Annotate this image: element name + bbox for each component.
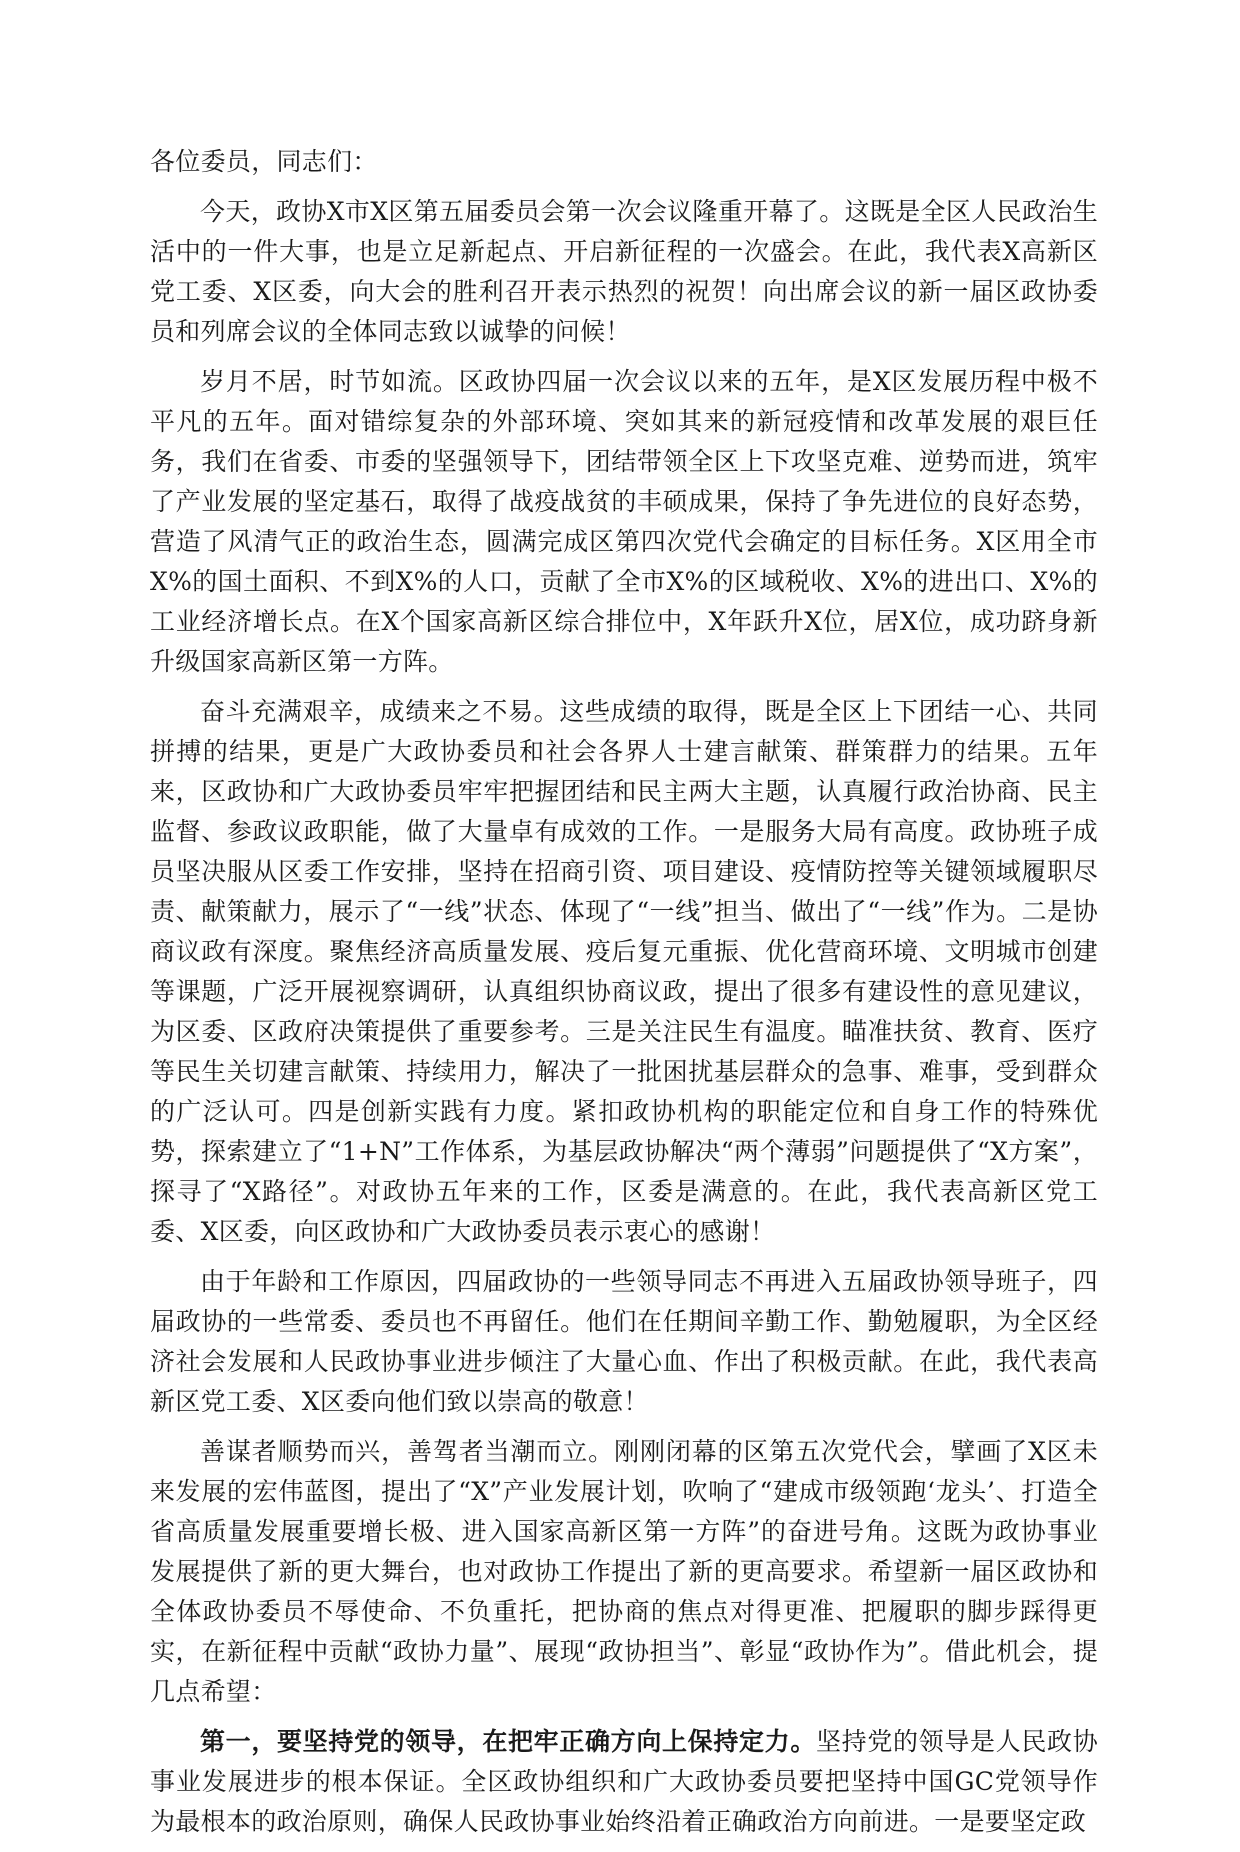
- paragraph-achievements: 岁月不居，时节如流。区政协四届一次会议以来的五年，是X区发展历程中极不平凡的五年。面对错综复杂的外部环境、突如其来的新冠疫情和改革发展的艰巨任务，我们在省委、市委的坚强领导下，团结带领全区上下攻坚克难、逆势而进，筑牢了产业发展的坚定基石，取得了战疫战贫的丰硕成果，保持了争先进位的良好态势，营造了风清气正的政治生态，圆满完成区第四次党代会确定的目标任务。X区用全市X%的国土面积、不到X%的人口，贡献了全市X%的区域税收、X%的进出口、X%的工业经济增长点。在X个国家高新区综合排位中，X年跃升X位，居X位，成功跻身新升级国家高新区第一方阵。: [150, 367, 1098, 676]
- paragraph-first-point: [150, 1722, 1098, 1842]
- paragraph-hopes: 善谋者顺势而兴，善驾者当潮而立。刚刚闭幕的区第五次党代会，擘画了X区未来发展的宏伟蓝图，提出了“X”产业发展计划，吹响了“建成市级领跑‘龙头’、打造全省高质量发展重要增长极、进入国家高新区第一方阵”的奋进号角。这既为政协事业发展提供了新的更大舞台，也对政协工作提出了新的更高要求。希望新一届区政协和全体政协委员不辱使命、不负重托，把协商的焦点对得更准、把履职的脚步踩得更实，在新征程中贡献“政协力量”、展现“政协担当”、彰显“政协作为”。借此机会，提几点希望：: [150, 1437, 1098, 1706]
- salutation: 各位委员，同志们：: [150, 147, 378, 176]
- paragraph-opening: 今天，政协X市X区第五届委员会第一次会议隆重开幕了。这既是全区人民政治生活中的一件大事，也是立足新起点、开启新征程的一次盛会。在此，我代表X高新区党工委、X区委，向大会的胜利召开表示热烈的祝贺！向出席会议的新一届区政协委员和列席会议的全体同志致以诚挚的问候！: [150, 197, 1098, 346]
- document-page: [150, 142, 1098, 1852]
- first-point-body: 坚持党的领导是人民政协事业发展进步的根本保证。全区政协组织和广大政协委员要把坚持中国GC党领导作为最根本的政治原则，确保人民政协事业始终沿着正确政治方向前进。一是要坚定政: [150, 1727, 1098, 1836]
- paragraph-retiring-members: 由于年龄和工作原因，四届政协的一些领导同志不再进入五届政协领导班子，四届政协的一些常委、委员也不再留任。他们在任期间辛勤工作、勤勉履职，为全区经济社会发展和人民政协事业进步倾注了大量心血、作出了积极贡献。在此，我代表高新区党工委、X区委向他们致以崇高的敬意！: [150, 1267, 1098, 1416]
- first-point-heading: 第一，要坚持党的领导，在把牢正确方向上保持定力。: [200, 1727, 817, 1756]
- paragraph-cppcc-work: 奋斗充满艰辛，成绩来之不易。这些成绩的取得，既是全区上下团结一心、共同拼搏的结果，更是广大政协委员和社会各界人士建言献策、群策群力的结果。五年来，区政协和广大政协委员牢牢把握团结和民主两大主题，认真履行政治协商、民主监督、参政议政职能，做了大量卓有成效的工作。一是服务大局有高度。政协班子成员坚决服从区委工作安排，坚持在招商引资、项目建设、疫情防控等关键领域履职尽责、献策献力，展示了“一线”状态、体现了“一线”担当、做出了“一线”作为。二是协商议政有深度。聚焦经济高质量发展、疫后复元重振、优化营商环境、文明城市创建等课题，广泛开展视察调研，认真组织协商议政，提出了很多有建设性的意见建议，为区委、区政府决策提供了重要参考。三是关注民生有温度。瞄准扶贫、教育、医疗等民生关切建言献策、持续用力，解决了一批困扰基层群众的急事、难事，受到群众的广泛认可。四是创新实践有力度。紧扣政协机构的职能定位和自身工作的特殊优势，探索建立了“1+N”工作体系，为基层政协解决“两个薄弱”问题提供了“X方案”，探寻了“X路径”。对政协五年来的工作，区委是满意的。在此，我代表高新区党工委、X区委，向区政协和广大政协委员表示衷心的感谢！: [150, 697, 1098, 1246]
